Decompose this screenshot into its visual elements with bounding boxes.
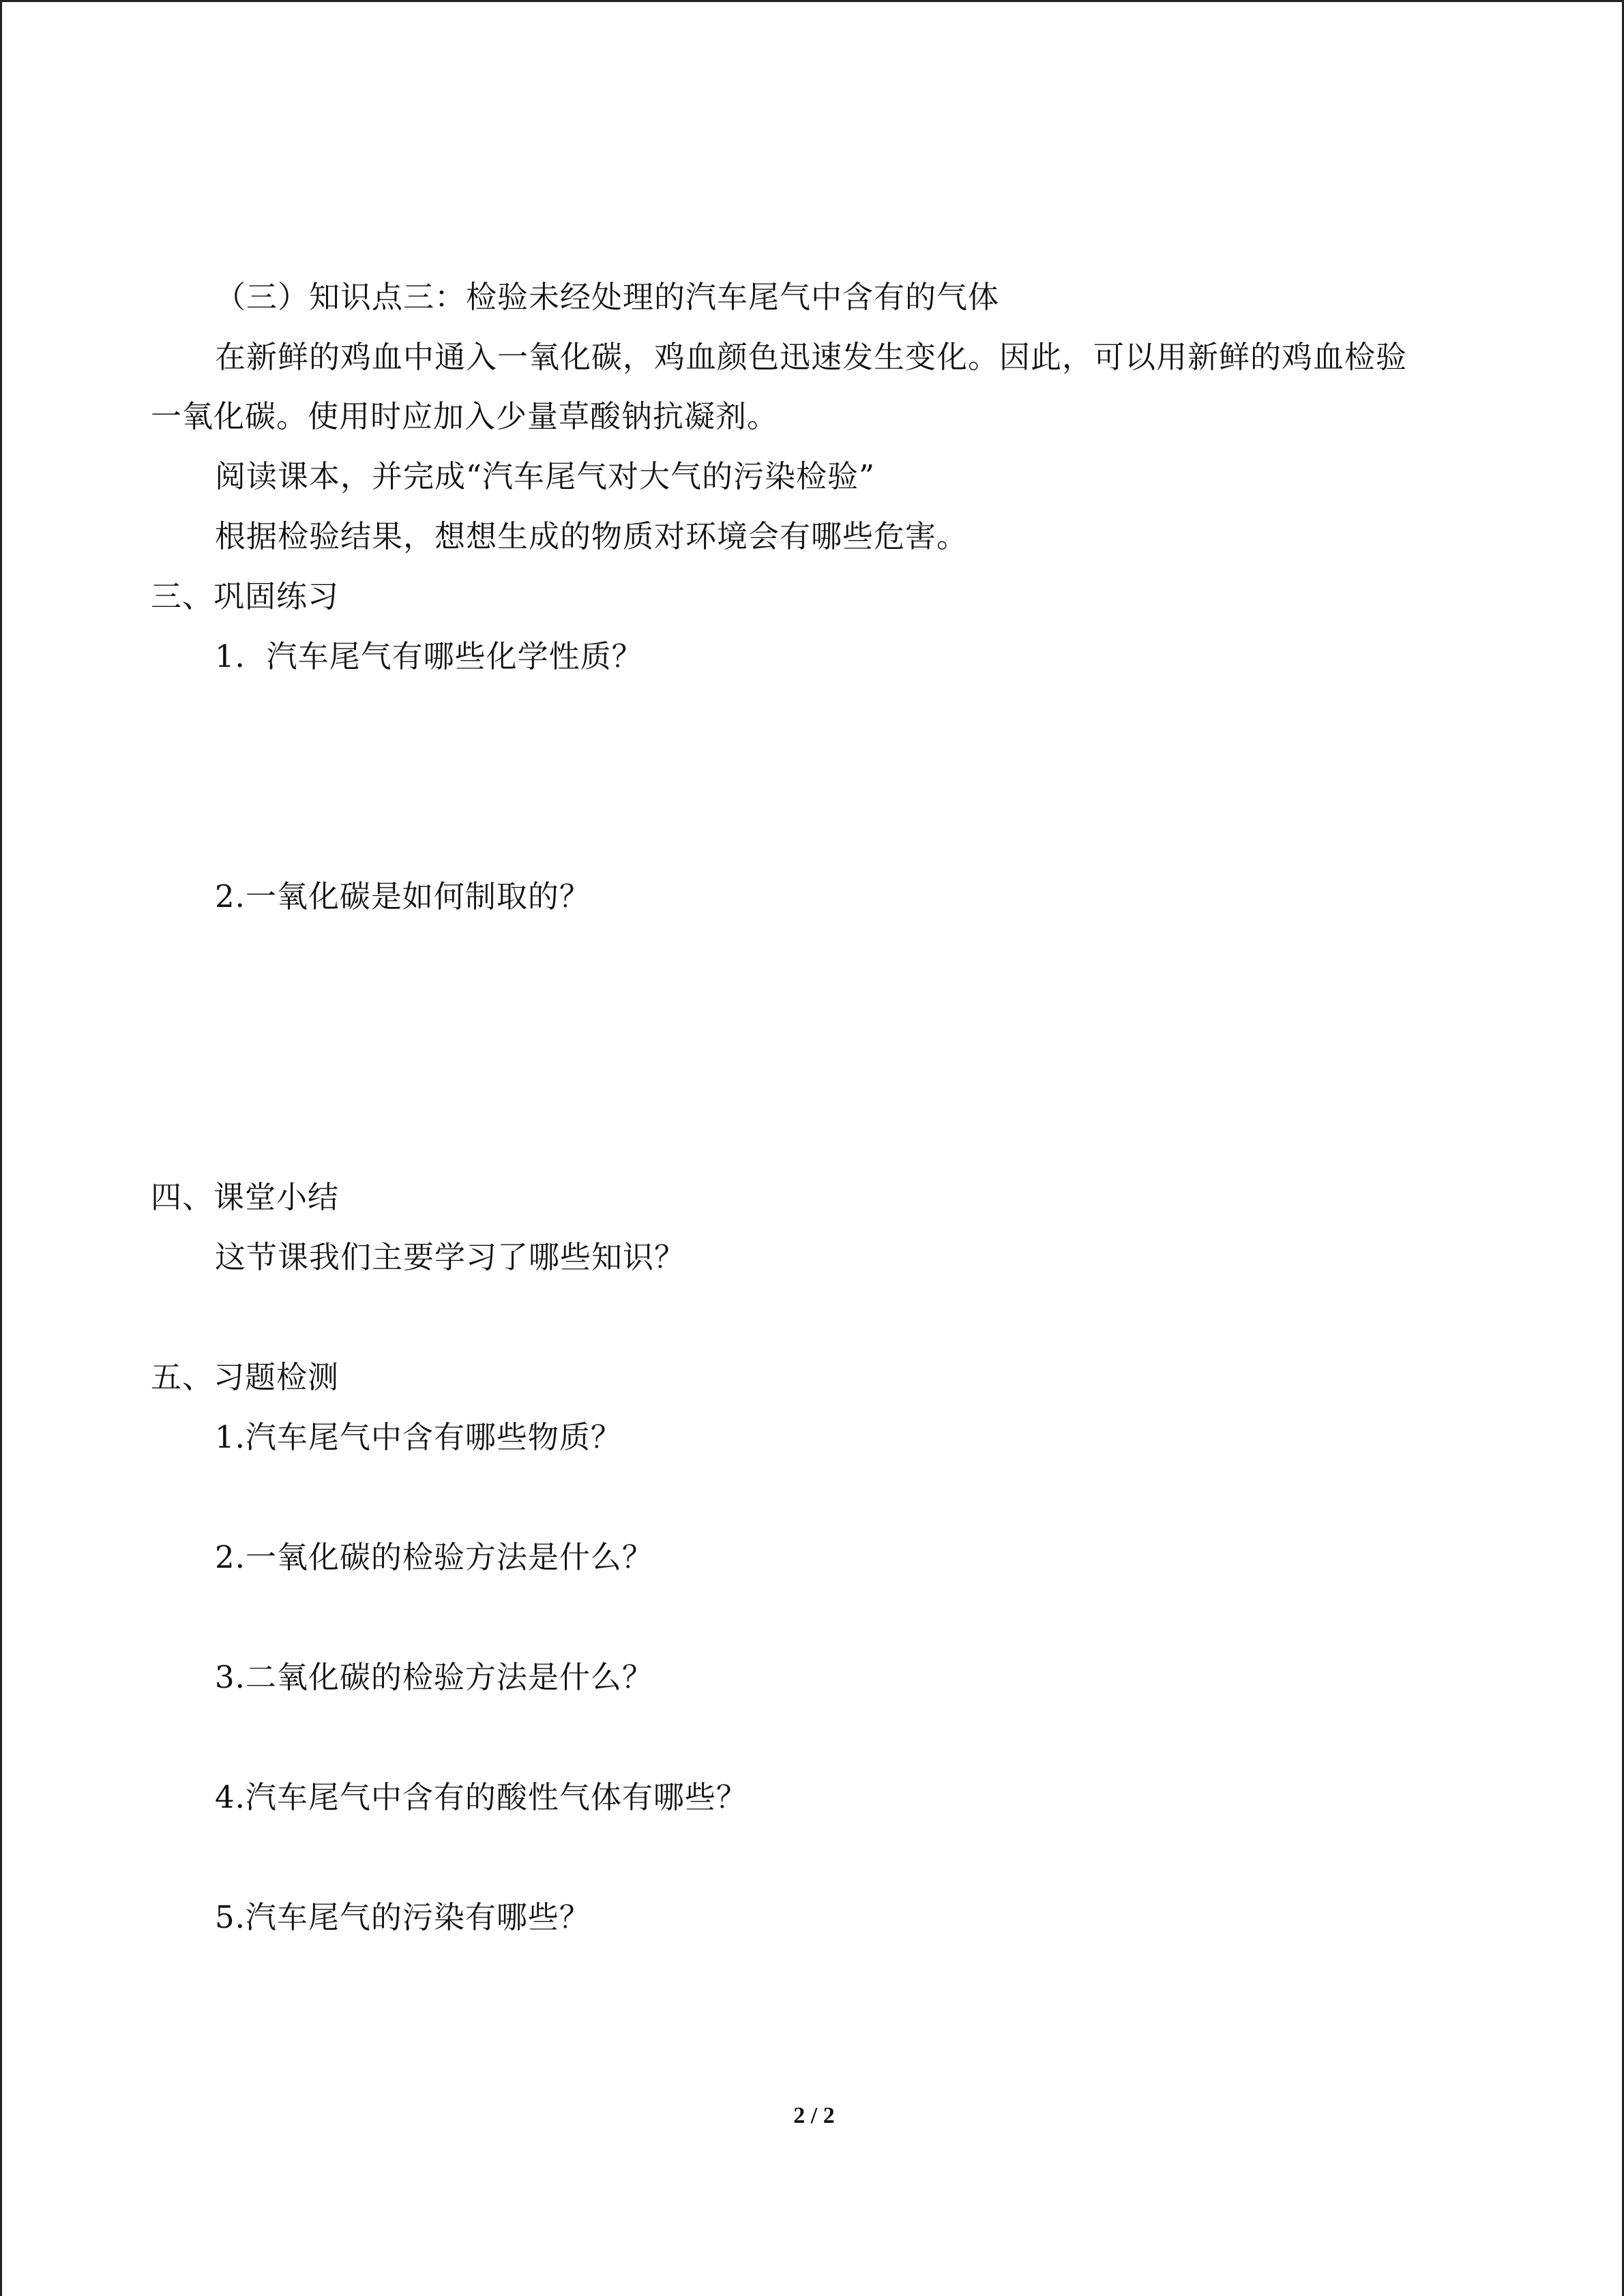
section-heading-exercises: 五、习题检测 (151, 1359, 340, 1395)
summary-prompt: 这节课我们主要学习了哪些知识？ (215, 1239, 686, 1275)
question-item: 2.一氧化碳的检验方法是什么？ (215, 1539, 653, 1575)
paragraph-line: 一氧化碳。使用时应加入少量草酸钠抗凝剂。 (151, 398, 779, 434)
question-item: 4.汽车尾气中含有的酸性气体有哪些？ (215, 1779, 748, 1815)
page-number: 2 / 2 (793, 2103, 835, 2128)
question-item: 3.二氧化碳的检验方法是什么？ (215, 1659, 653, 1695)
paragraph-line: 在新鲜的鸡血中通入一氧化碳，鸡血颜色迅速发生变化。因此，可以用新鲜的鸡血检验 (215, 339, 1408, 375)
question-item: 1.汽车尾气中含有哪些物质？ (215, 1419, 622, 1455)
section-heading-consolidation: 三、巩固练习 (151, 578, 340, 614)
paragraph: 阅读课本，并完成“汽车尾气对大气的污染检验” (215, 458, 876, 494)
question-item: 1．汽车尾气有哪些化学性质？ (215, 638, 643, 674)
section-heading-summary: 四、课堂小结 (151, 1179, 340, 1215)
question-item: 2.一氧化碳是如何制取的？ (215, 878, 591, 914)
paragraph: 根据检验结果，想想生成的物质对环境会有哪些危害。 (215, 518, 969, 554)
knowledge-point-3-title: （三）知识点三：检验未经处理的汽车尾气中含有的气体 (215, 279, 1000, 315)
question-item: 5.汽车尾气的污染有哪些？ (215, 1899, 591, 1935)
